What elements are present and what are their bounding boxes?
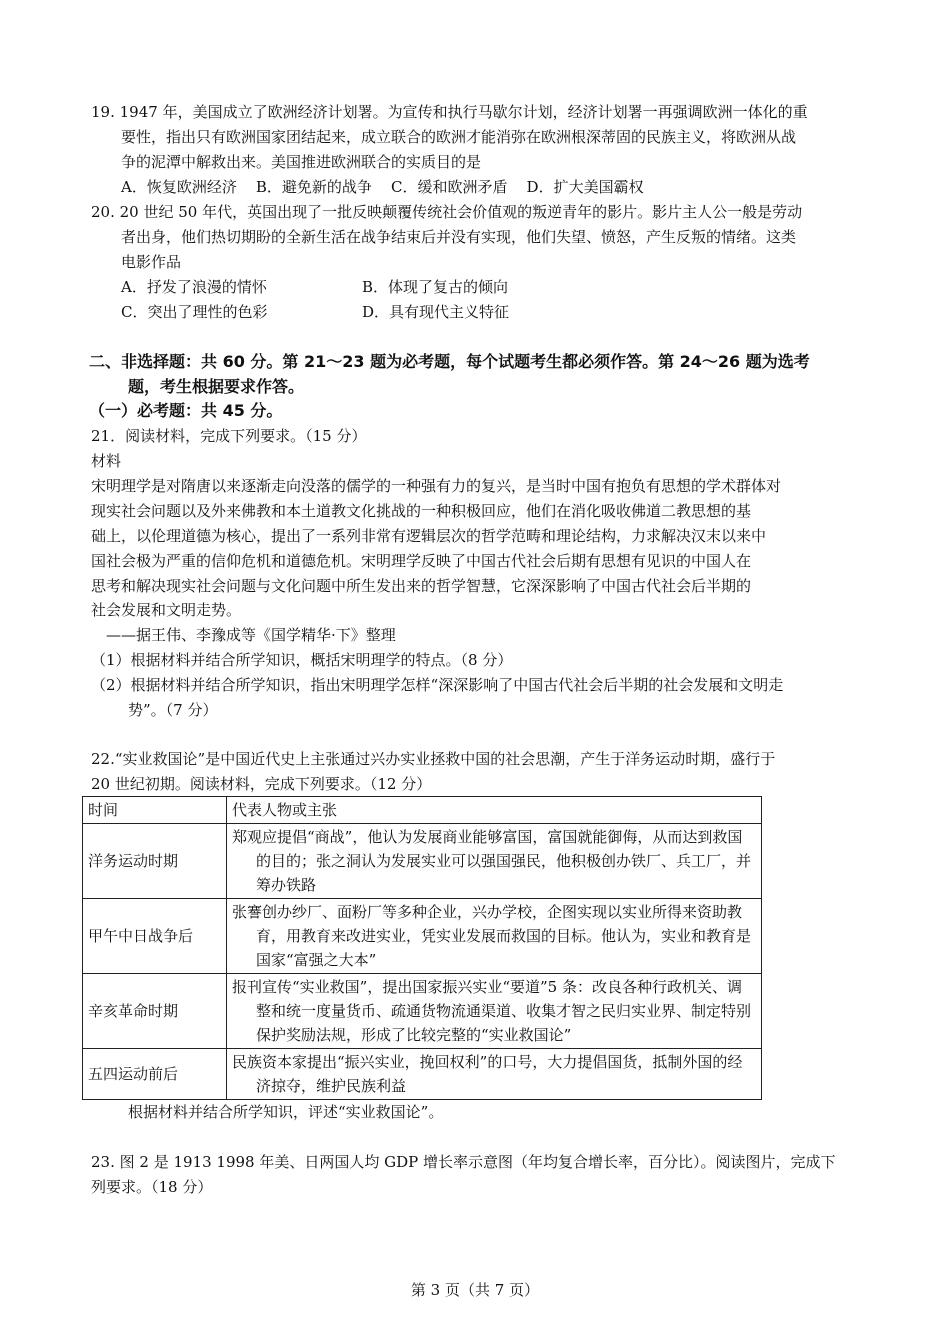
table-cell-text: 报刊宣传“实业救国”，提出国家振兴实业“要道”5 条：改良各种行政机关、调整和统一度量货币、疏通货物流通渠道、收集才智之民归实业界、制定特别保护奖励法规，形成了比较完整的“实业救国论” xyxy=(232,978,752,1044)
q21-material-line-6: 社会发展和文明走势。 xyxy=(91,601,242,619)
q23-line-2: 列要求。（18 分） xyxy=(91,1178,213,1196)
table-header-content: 代表人物或主张 xyxy=(227,797,762,824)
q21-ask-2-cont: 势”。（7 分） xyxy=(128,701,218,719)
q19-line-1: 19. 1947 年，美国成立了欧洲经济计划署。为宣传和执行马歇尔计划，经济计划署一再强调欧洲一体化的重 xyxy=(91,103,808,121)
table-header-time: 时间 xyxy=(83,797,227,824)
q20-line-2: 者出身，他们热切期盼的全新生活在战争结束后并没有实现，他们失望、愤怒，产生反叛的情绪。这类 xyxy=(121,228,797,246)
table-cell-text: 郑观应提倡“商战”，他认为发展商业能够富国，富国就能御侮，从而达到救国的目的；张之洞认为发展实业可以强国强民，他积极创办铁厂、兵工厂，并筹办铁路 xyxy=(232,828,752,894)
table-row xyxy=(83,974,762,1049)
q20-option-a: A．抒发了浪漫的情怀 xyxy=(121,278,267,296)
table-cell-time: 五四运动前后 xyxy=(83,1049,227,1100)
q20-option-b: B．体现了复古的倾向 xyxy=(362,278,509,296)
q21-material-line-4: 国社会极为严重的信仰危机和道德危机。宋明理学反映了中国古代社会后期有思想有见识的中国人在 xyxy=(91,552,752,570)
q19-line-3: 争的泥潭中解救出来。美国推进欧洲联合的实质目的是 xyxy=(121,153,482,171)
q22-line-1: 22.“实业救国论”是中国近代史上主张通过兴办实业拯救中国的社会思潮，产生于洋务运动时期，盛行于 xyxy=(91,750,776,768)
table-cell-time: 辛亥革命时期 xyxy=(83,974,227,1049)
table-cell-time: 洋务运动时期 xyxy=(83,824,227,899)
table-cell-content xyxy=(227,1049,762,1100)
section-2-heading: 二、非选择题：共 60 分。第 21～23 题为必考题，每个试题考生都必须作答。第 24～26 题为选考 xyxy=(89,352,810,371)
table-row xyxy=(83,824,762,899)
section-2-subheading: （一）必考题：共 45 分。 xyxy=(89,401,283,420)
q21-ask-2: （2）根据材料并结合所学知识，指出宋明理学怎样“深深影响了中国古代社会后半期的社会发展和文明走 xyxy=(91,676,784,694)
q21-material-line-5: 思考和解决现实社会问题与文化问题中所生发出来的哲学智慧，它深深影响了中国古代社会后半期的 xyxy=(91,577,752,595)
q20-option-d: D．具有现代主义特征 xyxy=(362,303,510,321)
page-footer: 第 3 页（共 7 页） xyxy=(410,1281,540,1299)
q21-material-label: 材料 xyxy=(91,452,122,470)
q20-line-3: 电影作品 xyxy=(121,253,182,271)
table-cell-content xyxy=(227,824,762,899)
q23-line-1: 23. 图 2 是 1913 1998 年美、日两国人均 GDP 增长率示意图（年均复合增长率，百分比）。阅读图片，完成下 xyxy=(91,1153,836,1171)
q19-options: A．恢复欧洲经济 B．避免新的战争 C．缓和欧洲矛盾 D．扩大美国霸权 xyxy=(121,178,644,196)
q19-line-2: 要性，指出只有欧洲国家团结起来，成立联合的欧洲才能消弥在欧洲根深蒂固的民族主义，将欧洲从战 xyxy=(121,128,797,146)
q21-title: 21．阅读材料，完成下列要求。（15 分） xyxy=(91,427,367,445)
q21-material-line-1: 宋明理学是对隋唐以来逐渐走向没落的儒学的一种强有力的复兴，是当时中国有抱负有思想的学术群体对 xyxy=(91,477,782,495)
q21-ask-1: （1）根据材料并结合所学知识，概括宋明理学的特点。（8 分） xyxy=(91,651,513,669)
table-cell-text: 民族资本家提出“振兴实业，挽回权利”的口号，大力提倡国货，抵制外国的经济掠夺，维护民族利益 xyxy=(232,1053,743,1095)
q21-material-line-2: 现实社会问题以及外来佛教和本土道教文化挑战的一种积极回应，他们在消化吸收佛道二教思想的基 xyxy=(91,502,752,520)
table-header-row xyxy=(83,797,762,824)
table-row xyxy=(83,899,762,974)
table-cell-text: 张謇创办纱厂、面粉厂等多种企业，兴办学校，企图实现以实业所得来资助教育，用教育来改进实业，凭实业发展而救国的目标。他认为，实业和教育是国家“富强之大本” xyxy=(232,903,752,969)
q22-ask: 根据材料并结合所学知识，评述“实业救国论”。 xyxy=(128,1103,444,1121)
q21-material-line-3: 础上，以伦理道德为核心，提出了一系列非常有逻辑层次的哲学范畴和理论结构，力求解决汉末以来中 xyxy=(91,527,767,545)
table-cell-content xyxy=(227,899,762,974)
q20-line-1: 20. 20 世纪 50 年代，英国出现了一批反映颠覆传统社会价值观的叛逆青年的影片。影片主人公一般是劳动 xyxy=(91,203,803,221)
table-cell-content xyxy=(227,974,762,1049)
q22-line-2: 20 世纪初期。阅读材料，完成下列要求。（12 分） xyxy=(91,775,432,793)
q22-table xyxy=(82,796,762,1100)
q20-option-c: C．突出了理性的色彩 xyxy=(121,303,268,321)
q21-source: ——据王伟、李豫成等《国学精华·下》整理 xyxy=(106,626,396,644)
table-cell-time: 甲午中日战争后 xyxy=(83,899,227,974)
section-2-heading-cont: 题，考生根据要求作答。 xyxy=(128,377,305,396)
table-row xyxy=(83,1049,762,1100)
